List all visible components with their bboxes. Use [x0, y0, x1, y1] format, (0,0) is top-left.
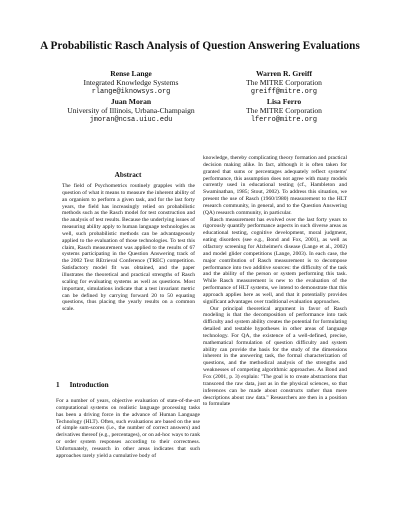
abstract-heading: Abstract: [114, 171, 142, 179]
right-column: [203, 155, 347, 408]
author-block-3: [43, 97, 219, 125]
author-name: Juan Moran: [110, 97, 152, 106]
section-title: Introduction: [69, 381, 109, 389]
author-affiliation: University of Illinois, Urbana-Champaign: [67, 106, 195, 116]
intro-heading: [56, 381, 109, 389]
paragraph: Rasch measurement has evolved over the last forty years to rigorously quantify performance aspects in such diverse areas as educational testing, cognitive development, moral judgment, eating disorders (see e.g., Bond and Fox, 2001), as well as olfactory screening for Alzheimer's disease (Lange et al., 2002) and model glider competitions (Lange, 2003). In each case, the major contribution of Rasch measurement is to decompose performance into two additive sources: the difficulty of the task and the ability of the person or system performing this task. While Rasch measurement is new to the evaluation of the performance of HLT systems, we intend to demonstrate that this approach applies here as well, and that it potentially provides significant advantages over traditional evaluation approaches.: [203, 216, 347, 305]
author-email[interactable]: rlange@iknowsys.org: [91, 87, 171, 96]
paper-title: A Probabilistic Rasch Analysis of Question Answering Evaluations: [40, 40, 360, 52]
paragraph: Our principal theoretical argument in favor of Rasch modeling is that the decomposition of performance into task difficulty and system ability creates the potential for formulating detailed and testable hypotheses in other areas of language technology. For QA, the existence of a well-defined, precise, mathematical formulation of question difficulty and system ability can provide the basis for the study of the dimensions inherent in the answering task, the formal characterization of questions, and the methodical analysis of the strengths and weaknesses of competing algorithmic approaches. As Bond and Fox (2001, p. 3) explain: "The goal is to create abstractions that transcend the raw data, just as in the physical sciences, so that inferences can be made about constructs rather than mere descriptions about raw data." Researchers are then in a position to formulate: [203, 305, 347, 408]
paragraph: knowledge, thereby complicating theory formation and practical decision making alike. In fact, although it is often taken for granted that sums or percentages adequately reflect systems' performance, this assumption does not agree with many models currently used in educational testing (cf., Hambleton and Swaminathan, 1985; Stout, 2002). To address this situation, we present the use of Rasch (1960/1980) measurement to the HLT research community, in general, and to the Question Answering (QA) research community, in particular.: [203, 155, 347, 216]
intro-text: For a number of years, objective evaluation of state-of-the-art computational systems on realistic language processing tasks has been a driving force in the advance of Human Language Technology (HLT). Often, such evaluations are based on the use of simple sum-scores (i.e., the number of correct answers) and derivatives thereof (e.g., percentages), or on ad-hoc ways to rank or order system responses according to their correctness. Unfortunately, research in other areas indicates that such approaches rarely yield a cumulative body of: [56, 398, 201, 459]
author-affiliation: Integrated Knowledge Systems: [83, 78, 179, 88]
author-name: Lisa Ferro: [266, 97, 302, 106]
author-email[interactable]: greiff@mitre.org: [250, 87, 318, 96]
intro-text-block: [56, 398, 200, 460]
author-email[interactable]: lferro@mitre.org: [250, 115, 318, 124]
author-block-1: [55, 69, 207, 97]
author-name: Warren R. Greiff: [255, 69, 313, 78]
author-block-2: [204, 69, 364, 97]
abstract-text: The field of Psychometrics routinely grapples with the question of what it means to measure the inherent ability of an organism to perform a given task, and for the last forty years, the field has increasingly relied on probabilistic methods such as the Rasch model for test construction and the analysis of test results. Because the underlying issues of measuring ability apply to human language technologies as well, such probabilistic methods can be advantageously applied to the evaluation of those technologies. To test this claim, Rasch measurement was applied to the results of 67 systems participating in the Question Answering track of the 2002 Text REtrieval Conference (TREC) competition. Satisfactory model fit was obtained, and the paper illustrates the theoretical and practical strengths of Rasch scaling for evaluating systems as well as questions. Most important, simulations indicate that a test invariant metric can be defined by carrying forward 20 to 50 equating questions, thus placing the yearly results on a common scale.: [62, 183, 195, 313]
author-affiliation: The MITRE Corporation: [246, 106, 322, 116]
author-affiliation: The MITRE Corporation: [246, 78, 322, 88]
author-email[interactable]: jmoran@ncsa.uiuc.edu: [89, 115, 173, 124]
section-number: 1: [56, 381, 60, 389]
abstract-text-block: [62, 183, 195, 313]
author-name: Rense Lange: [110, 69, 152, 78]
author-block-4: [204, 97, 364, 125]
